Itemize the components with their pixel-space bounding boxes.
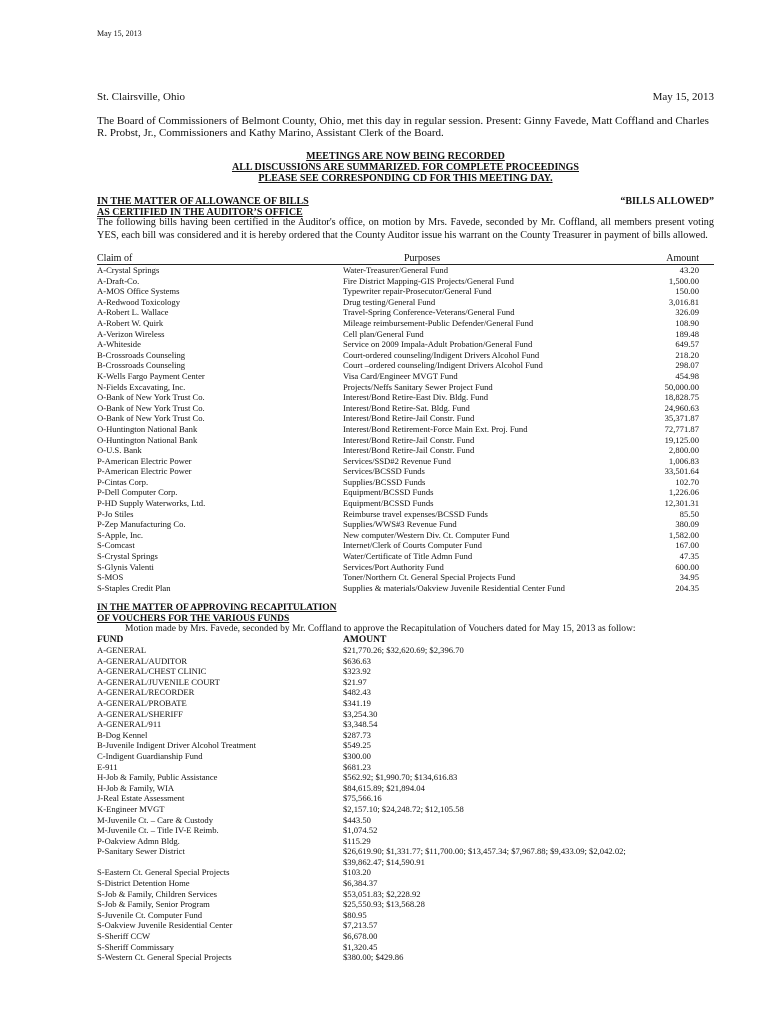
fund-cell: A-GENERAL/JUVENILE COURT — [97, 676, 220, 687]
table-row — [97, 740, 714, 751]
table-row — [97, 772, 714, 783]
amount-cell: 47.35 — [679, 551, 699, 562]
claim-cell: S-Crystal Springs — [97, 551, 158, 562]
table-row — [97, 751, 714, 762]
claim-cell: O-Bank of New York Trust Co. — [97, 413, 205, 424]
amount-cell: 1,226.06 — [668, 487, 699, 498]
purpose-cell: Visa Card/Engineer MVGT Fund — [343, 370, 458, 381]
fund-amount-cell: $549.25 — [343, 740, 371, 751]
amount-cell: 35,371.87 — [664, 413, 699, 424]
purpose-cell: Interest/Bond Retire-Jail Constr. Fund — [343, 434, 475, 445]
table-row — [97, 519, 714, 530]
fund-cell: S-Juvenile Ct. Computer Fund — [97, 909, 203, 920]
table-row — [97, 276, 714, 287]
claim-cell: P-HD Supply Waterworks, Ltd. — [97, 498, 206, 509]
table-row — [97, 815, 714, 826]
fund-cell: S-District Detention Home — [97, 878, 190, 889]
table-row — [97, 265, 714, 276]
fund-amount-cell: $80.95 — [343, 909, 367, 920]
amount-cell: 33,501.64 — [664, 466, 699, 477]
table-row — [97, 783, 714, 794]
amount-cell: 18,828.75 — [664, 392, 699, 403]
table-row — [97, 350, 714, 361]
fund-cell: S-Western Ct. General Special Projects — [97, 952, 232, 963]
fund-amount-cell: $26,619.90; $1,331.77; $11,700.00; $13,457.34; $7,967.88; $9,433.09; $2,042.02; $39,862.47; $14,590.91 — [343, 846, 626, 867]
amount-cell: 72,771.87 — [664, 423, 699, 434]
fund-cell: A-GENERAL/CHEST CLINIC — [97, 666, 207, 677]
claim-cell: A-Draft-Co. — [97, 275, 140, 286]
fund-amount-cell: $287.73 — [343, 729, 371, 740]
purpose-cell: Equipment/BCSSD Funds — [343, 498, 434, 509]
fund-amount-cell: $6,678.00 — [343, 931, 378, 942]
table-row — [97, 540, 714, 551]
purpose-cell: Drug testing/General Fund — [343, 296, 436, 307]
purpose-cell: Interest/Bond Retirement-Force Main Ext. Proj. Fund — [343, 423, 528, 434]
table-row — [97, 413, 714, 424]
fund-cell: P-Oakview Admn Bldg. — [97, 835, 180, 846]
fund-amount-cell: $75,566.16 — [343, 793, 382, 804]
table-row — [97, 730, 714, 741]
table-row — [97, 899, 714, 910]
table-row — [97, 477, 714, 488]
fund-cell: B-Juvenile Indigent Driver Alcohol Treatment — [97, 740, 256, 751]
table-row — [97, 719, 714, 730]
fund-cell: A-GENERAL/SHERIFF — [97, 708, 183, 719]
fund-amount-cell: $562.92; $1,990.70; $134,616.83 — [343, 772, 458, 783]
purpose-cell: Travel-Spring Conference-Veterans/General Fund — [343, 307, 515, 318]
table-row — [97, 889, 714, 900]
table-row — [97, 371, 714, 382]
table-row — [97, 836, 714, 847]
claim-cell: O-Huntington National Bank — [97, 423, 198, 434]
fund-amount-cell: $482.43 — [343, 687, 371, 698]
fund-cell: J-Real Estate Assessment — [97, 793, 185, 804]
purpose-cell: Cell plan/General Fund — [343, 328, 424, 339]
purpose-cell: Typewriter repair-Prosecutor/General Fund — [343, 286, 492, 297]
claim-cell: A-Crystal Springs — [97, 265, 160, 275]
fund-cell: S-Oakview Juvenile Residential Center — [97, 920, 233, 931]
fund-cell: P-Sanitary Sewer District — [97, 846, 185, 857]
fund-cell: S-Job & Family, Children Services — [97, 888, 217, 899]
table-row — [97, 910, 714, 921]
fund-cell: C-Indigent Guardianship Fund — [97, 750, 203, 761]
table-row — [97, 952, 714, 963]
amount-cell: 380.09 — [675, 519, 699, 530]
purpose-cell: Interest/Bond Retire-Jail Constr. Fund — [343, 445, 475, 456]
table-row — [97, 867, 714, 878]
table-row — [97, 562, 714, 573]
claim-cell: A-Verizon Wireless — [97, 328, 165, 339]
column-header-fund-amount: AMOUNT — [343, 635, 387, 645]
table-row — [97, 572, 714, 583]
purpose-cell: Internet/Clerk of Courts Computer Fund — [343, 540, 482, 551]
fund-amount-cell: $115.29 — [343, 835, 371, 846]
table-row — [97, 509, 714, 520]
fund-cell: A-GENERAL/PROBATE — [97, 697, 187, 708]
purpose-cell: Services/BCSSD Funds — [343, 466, 425, 477]
table-row — [97, 698, 714, 709]
claim-cell: O-U.S. Bank — [97, 445, 142, 456]
fund-amount-cell: $300.00 — [343, 750, 371, 761]
purpose-cell: Interest/Bond Retire-East Div. Bldg. Fund — [343, 392, 489, 403]
purpose-cell: Reimburse travel expenses/BCSSD Funds — [343, 508, 488, 519]
fund-amount-cell: $341.19 — [343, 697, 371, 708]
claim-cell: A-MOS Office Systems — [97, 286, 180, 297]
fund-amount-cell: $6,384.37 — [343, 878, 378, 889]
table-row — [97, 825, 714, 836]
recap-table-header — [97, 635, 714, 645]
column-header-fund: FUND — [97, 635, 124, 645]
fund-amount-cell: $84,615.89; $21,894.04 — [343, 782, 425, 793]
table-row — [97, 339, 714, 350]
claim-cell: S-Comcast — [97, 540, 135, 551]
amount-cell: 204.35 — [675, 582, 699, 593]
claim-cell: B-Crossroads Counseling — [97, 349, 186, 360]
amount-cell: 167.00 — [675, 540, 699, 551]
purpose-cell: Water-Treasurer/General Fund — [343, 265, 449, 275]
table-row — [97, 583, 714, 594]
fund-cell: S-Sheriff CCW — [97, 931, 151, 942]
amount-cell: 34.95 — [679, 572, 699, 583]
purpose-cell: Projects/Neffs Sanitary Sewer Project Fund — [343, 381, 493, 392]
claim-cell: P-Dell Computer Corp. — [97, 487, 178, 498]
claim-cell: O-Bank of New York Trust Co. — [97, 392, 205, 403]
amount-cell: 50,000.00 — [664, 381, 699, 392]
fund-amount-cell: $3,254.30 — [343, 708, 378, 719]
table-row — [97, 878, 714, 889]
session-place-line — [97, 91, 714, 103]
fund-cell: H-Job & Family, WIA — [97, 782, 175, 793]
table-row — [97, 318, 714, 329]
purpose-cell: Supplies & materials/Oakview Juvenile Residential Center Fund — [343, 582, 565, 593]
column-header-claim: Claim of — [97, 253, 133, 264]
amount-cell: 600.00 — [675, 561, 699, 572]
session-date: May 15, 2013 — [652, 91, 714, 103]
claim-cell: A-Whiteside — [97, 339, 141, 350]
table-row — [97, 530, 714, 541]
purpose-cell: Interest/Bond Retire-Sat. Bldg. Fund — [343, 402, 470, 413]
allowance-title: IN THE MATTER OF ALLOWANCE OF BILLS — [97, 196, 309, 207]
claim-cell: S-MOS — [97, 572, 124, 583]
table-row — [97, 382, 714, 393]
purpose-cell: Mileage reimbursement-Public Defender/General Fund — [343, 317, 534, 328]
amount-cell: 102.70 — [675, 476, 699, 487]
fund-amount-cell: $25,550.93; $13,568.28 — [343, 899, 425, 910]
table-row — [97, 424, 714, 435]
fund-cell: S-Job & Family, Senior Program — [97, 899, 210, 910]
table-row — [97, 445, 714, 456]
amount-cell: 1,582.00 — [668, 529, 699, 540]
claim-cell: S-Apple, Inc. — [97, 529, 144, 540]
purpose-cell: Court –ordered counseling/Indigent Drivers Alcohol Fund — [343, 360, 543, 371]
allowance-heading — [97, 196, 714, 207]
amount-cell: 24,960.63 — [664, 402, 699, 413]
amount-cell: 649.57 — [675, 339, 699, 350]
table-row — [97, 307, 714, 318]
table-row — [97, 645, 714, 656]
table-row — [97, 846, 714, 867]
fund-cell: A-GENERAL/RECORDER — [97, 687, 195, 698]
amount-cell: 85.50 — [679, 508, 699, 519]
purpose-cell: Service on 2009 Impala-Adult Probation/General Fund — [343, 339, 533, 350]
fund-amount-cell: $636.63 — [343, 655, 371, 666]
fund-amount-cell: $1,074.52 — [343, 825, 378, 836]
claim-cell: A-Redwood Toxicology — [97, 296, 181, 307]
purpose-cell: Interest/Bond Retire-Jail Constr. Fund — [343, 413, 475, 424]
table-row — [97, 931, 714, 942]
table-row — [97, 551, 714, 562]
allowance-subtitle: AS CERTIFIED IN THE AUDITOR’S OFFICE — [97, 207, 303, 218]
fund-amount-cell: $681.23 — [343, 761, 371, 772]
fund-cell: M-Juvenile Ct. – Care & Custody — [97, 814, 214, 825]
notice-line: MEETINGS ARE NOW BEING RECORDED — [306, 151, 505, 162]
claim-cell: A-Robert L. Wallace — [97, 307, 169, 318]
amount-cell: 12,301.31 — [664, 498, 699, 509]
amount-cell: 189.48 — [675, 328, 699, 339]
fund-amount-cell: $103.20 — [343, 867, 371, 878]
amount-cell: 326.09 — [675, 307, 699, 318]
table-row — [97, 456, 714, 467]
fund-amount-cell: $2,157.10; $24,248.72; $12,105.58 — [343, 803, 464, 814]
bills-table — [97, 265, 714, 593]
fund-cell: B-Dog Kennel — [97, 729, 148, 740]
table-row — [97, 687, 714, 698]
fund-cell: S-Sheriff Commissary — [97, 941, 174, 952]
amount-cell: 19,125.00 — [664, 434, 699, 445]
table-row — [97, 487, 714, 498]
amount-cell: 1,006.83 — [668, 455, 699, 466]
recap-subtitle: OF VOUCHERS FOR THE VARIOUS FUNDS — [97, 614, 290, 624]
claim-cell: P-American Electric Power — [97, 466, 192, 477]
column-header-amount: Amount — [666, 253, 699, 264]
fund-amount-cell: $21,770.26; $32,620.69; $2,396.70 — [343, 645, 464, 655]
fund-cell: E-911 — [97, 761, 118, 772]
recap-motion: Motion made by Mrs. Favede, seconded by Mr. Coffland to approve the Recapitulation of Vouchers dated for May 15, 2013 as follow: — [125, 624, 636, 634]
fund-amount-cell: $3,348.54 — [343, 719, 378, 730]
table-row — [97, 466, 714, 477]
purpose-cell: Toner/Northern Ct. General Special Projects Fund — [343, 572, 516, 583]
column-header-purpose: Purposes — [404, 253, 441, 264]
amount-cell: 1,500.00 — [668, 275, 699, 286]
fund-cell: K-Engineer MVGT — [97, 803, 165, 814]
claim-cell: P-American Electric Power — [97, 455, 192, 466]
purpose-cell: Services/Port Authority Fund — [343, 561, 444, 572]
amount-cell: 3,016.81 — [668, 296, 699, 307]
table-row — [97, 435, 714, 446]
amount-cell: 298.07 — [675, 360, 699, 371]
table-row — [97, 297, 714, 308]
amount-cell: 108.90 — [675, 317, 699, 328]
table-row — [97, 942, 714, 953]
amount-cell: 218.20 — [675, 349, 699, 360]
purpose-cell: New computer/Western Div. Ct. Computer Fund — [343, 529, 510, 540]
table-row — [97, 656, 714, 667]
fund-amount-cell: $443.50 — [343, 814, 371, 825]
amount-cell: 43.20 — [679, 265, 699, 275]
claim-cell: N-Fields Excavating, Inc. — [97, 381, 186, 392]
recording-notice — [97, 151, 714, 184]
table-row — [97, 360, 714, 371]
session-intro: The Board of Commissioners of Belmont County, Ohio, met this day in regular session. Present: Ginny Favede, Matt Coffland and Charles R. Probst, Jr., Commissioners and Kathy Marino, Assistant Clerk of the Board. — [97, 115, 709, 139]
amount-cell: 454.98 — [675, 370, 699, 381]
header-date: May 15, 2013 — [97, 29, 142, 38]
fund-cell: M-Juvenile Ct. – Title IV-E Reimb. — [97, 825, 219, 836]
fund-amount-cell: $7,213.57 — [343, 920, 378, 931]
purpose-cell: Fire District Mapping-GIS Projects/General Fund — [343, 275, 514, 286]
claim-cell: O-Bank of New York Trust Co. — [97, 402, 205, 413]
allowance-paragraph: The following bills having been certified in the Auditor's office, on motion by Mrs. Favede, seconded by Mr. Coffland, all members present voting YES, each bill was considered and it is hereby ordered that the County Auditor issue his warrant on the County Treasurer in payment of bills allowed. — [97, 217, 714, 241]
fund-cell: A-GENERAL — [97, 645, 147, 655]
purpose-cell: Supplies/WWS#3 Revenue Fund — [343, 519, 457, 530]
claim-cell: O-Huntington National Bank — [97, 434, 198, 445]
fund-cell: S-Eastern Ct. General Special Projects — [97, 867, 230, 878]
table-row — [97, 666, 714, 677]
funds-table — [97, 645, 714, 963]
claim-cell: P-Cintas Corp. — [97, 476, 149, 487]
fund-amount-cell: $53,051.83; $2,228.92 — [343, 888, 421, 899]
recap-title: IN THE MATTER OF APPROVING RECAPITULATION — [97, 603, 337, 613]
fund-cell: A-GENERAL/911 — [97, 719, 162, 730]
table-row — [97, 329, 714, 340]
table-row — [97, 709, 714, 720]
amount-cell: 150.00 — [675, 286, 699, 297]
fund-amount-cell: $1,320.45 — [343, 941, 378, 952]
fund-cell: A-GENERAL/AUDITOR — [97, 655, 188, 666]
table-row — [97, 286, 714, 297]
claim-cell: S-Staples Credit Plan — [97, 582, 171, 593]
purpose-cell: Water/Certificate of Title Admn Fund — [343, 551, 473, 562]
amount-cell: 2,800.00 — [668, 445, 699, 456]
purpose-cell: Court-ordered counseling/Indigent Drivers Alcohol Fund — [343, 349, 540, 360]
table-row — [97, 762, 714, 773]
notice-line: ALL DISCUSSIONS ARE SUMMARIZED. FOR COMPLETE PROCEEDINGS — [231, 162, 579, 173]
claim-cell: B-Crossroads Counseling — [97, 360, 186, 371]
claim-cell: P-Zep Manufacturing Co. — [97, 519, 186, 530]
table-row — [97, 804, 714, 815]
table-row — [97, 677, 714, 688]
notice-line: PLEASE SEE CORRESPONDING CD FOR THIS MEETING DAY. — [258, 173, 553, 184]
purpose-cell: Services/SSD#2 Revenue Fund — [343, 455, 451, 466]
purpose-cell: Supplies/BCSSD Funds — [343, 476, 426, 487]
table-row — [97, 498, 714, 509]
table-row — [97, 920, 714, 931]
purpose-cell: Equipment/BCSSD Funds — [343, 487, 434, 498]
claim-cell: P-Jo Stiles — [97, 508, 134, 519]
claim-cell: S-Glynis Valenti — [97, 561, 154, 572]
table-row — [97, 403, 714, 414]
claim-cell: A-Robert W. Quirk — [97, 317, 164, 328]
table-row — [97, 392, 714, 403]
fund-cell: H-Job & Family, Public Assistance — [97, 772, 218, 783]
table-row — [97, 793, 714, 804]
session-place: St. Clairsville, Ohio — [97, 91, 185, 103]
fund-amount-cell: $380.00; $429.86 — [343, 952, 404, 963]
fund-amount-cell: $21.97 — [343, 676, 367, 687]
fund-amount-cell: $323.92 — [343, 666, 371, 677]
allowance-title-right: “BILLS ALLOWED” — [620, 196, 714, 207]
claim-cell: K-Wells Fargo Payment Center — [97, 370, 205, 381]
